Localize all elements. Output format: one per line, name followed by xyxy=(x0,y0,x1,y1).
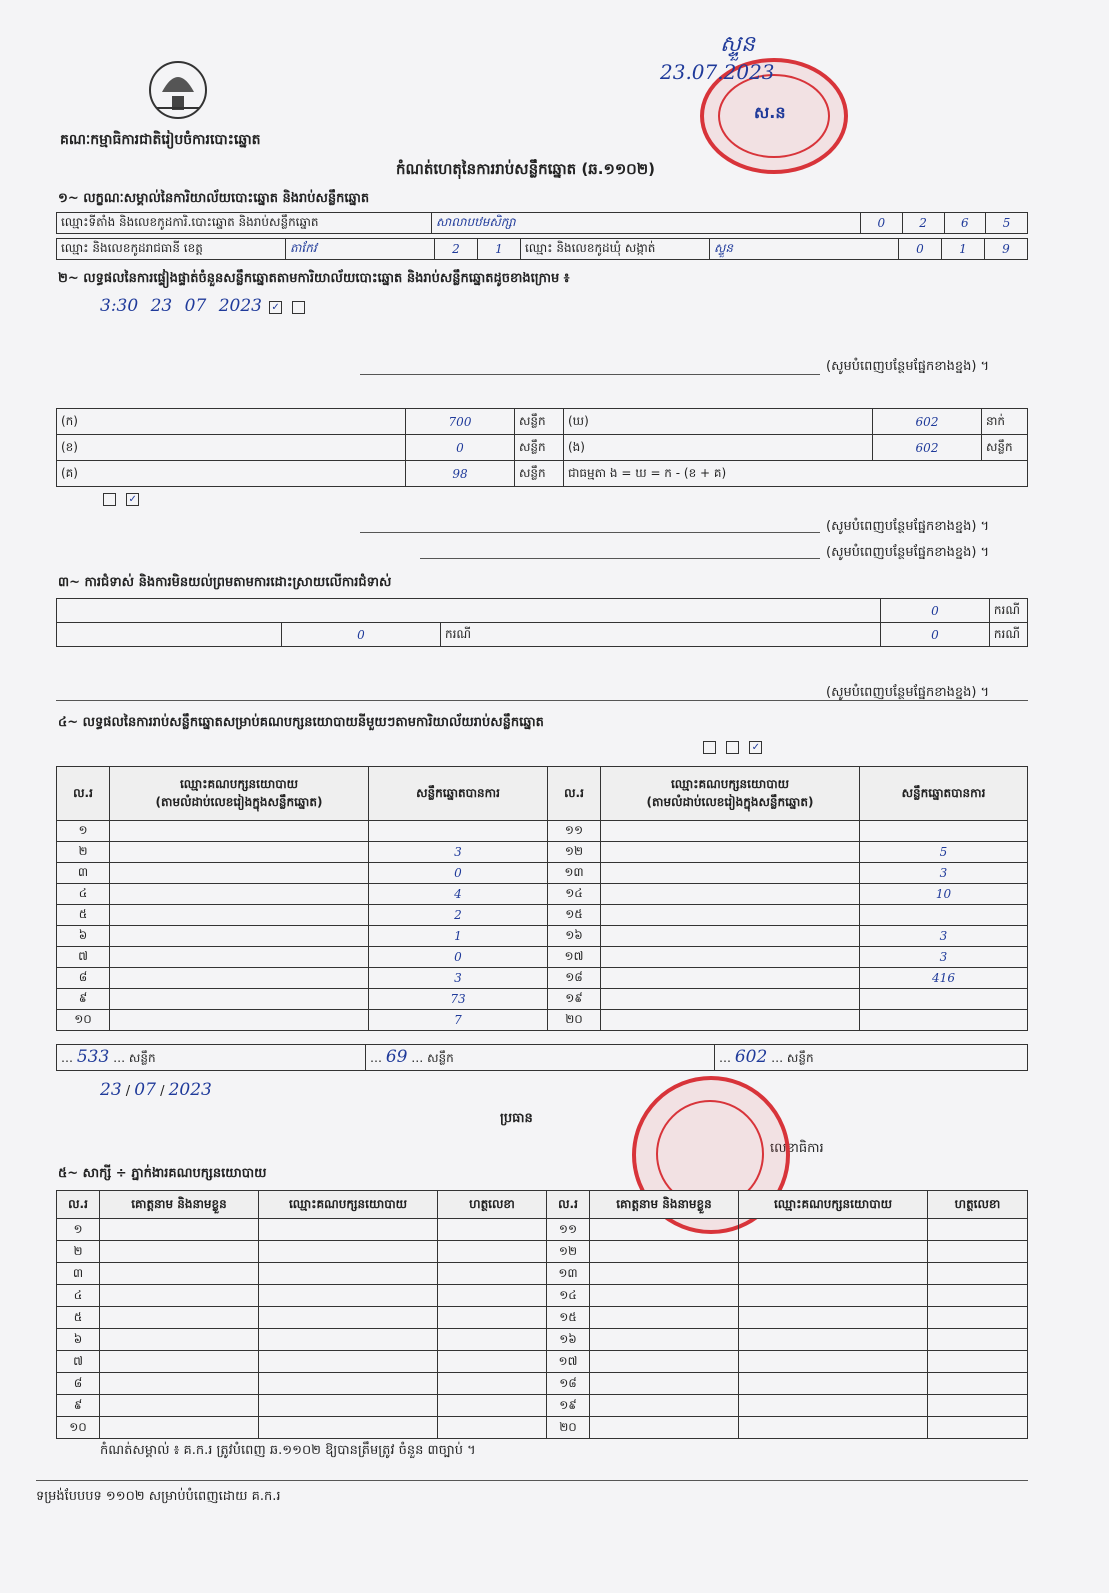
commune-code-3: 9 xyxy=(985,239,1028,260)
row-e-unit: សន្លឹក xyxy=(982,435,1028,461)
row-a-label: (ក) xyxy=(57,409,406,435)
section1-table-row2 xyxy=(56,238,1028,260)
witness-sign xyxy=(928,1219,1028,1241)
section1-table xyxy=(56,212,1028,234)
row-c-unit: សន្លឹក xyxy=(515,461,564,487)
row-b-unit: សន្លឹក xyxy=(515,435,564,461)
total-valid-cell: … 533 … សន្លឹក xyxy=(57,1045,366,1071)
stamp-text: ស.ន xyxy=(754,103,786,122)
party-no: ៦ xyxy=(57,926,110,947)
party-votes: 10 xyxy=(860,884,1028,905)
witness-no: ៨ xyxy=(57,1373,100,1395)
complaint-row2-right-value: 0 xyxy=(880,623,989,647)
party-name xyxy=(601,947,860,968)
witness-sign xyxy=(928,1263,1028,1285)
party-name xyxy=(110,863,369,884)
commune-value: ស្ទួន xyxy=(710,239,899,260)
party-row xyxy=(57,905,1028,926)
witness-sign xyxy=(438,1373,547,1395)
complaint-row1-unit: ករណី xyxy=(989,599,1027,623)
complaint-row2-left-unit: ករណី xyxy=(441,623,881,647)
witness-name xyxy=(590,1263,739,1285)
witness-party xyxy=(739,1263,928,1285)
checkbox-1[interactable] xyxy=(703,741,716,754)
location-code-2: 2 xyxy=(902,213,944,234)
total-in-box-cell: … 602 … សន្លឹក xyxy=(715,1045,1028,1071)
chair-label: ប្រធាន xyxy=(500,1111,533,1126)
party-votes: 2 xyxy=(369,905,548,926)
party-votes: 4 xyxy=(369,884,548,905)
footer-text: ទម្រង់បែបបទ ១១០២ សម្រាប់បំពេញដោយ គ.ក.រ xyxy=(36,1489,281,1504)
party-votes xyxy=(860,905,1028,926)
checkbox-same[interactable]: ✓ xyxy=(269,301,282,314)
col-no: ល.រ xyxy=(57,767,110,821)
totals-table xyxy=(56,1044,1028,1071)
note-suffix-2: (សូមបំពេញបន្ថែមផ្នែកខាងខ្នង) ។ xyxy=(826,519,990,534)
witness-party xyxy=(739,1307,928,1329)
witness-row xyxy=(57,1373,1028,1395)
col-party: ឈ្មោះគណបក្សនយោបាយ (តាមលំដាប់លេខរៀងក្នុងសន្លឹកឆ្នោត) xyxy=(110,767,369,821)
witness-sign xyxy=(928,1417,1028,1439)
total-valid: 533 xyxy=(76,1047,110,1067)
party-name xyxy=(110,1010,369,1031)
witness-name xyxy=(100,1373,259,1395)
witness-no: ៣ xyxy=(57,1263,100,1285)
party-name xyxy=(601,905,860,926)
witness-row xyxy=(57,1285,1028,1307)
witness-table xyxy=(56,1190,1028,1439)
section3-title: ៣~ ការជំទាស់ និងការមិនយល់ព្រមតាមការដោះស្រាយលើការជំទាស់ xyxy=(58,575,392,590)
verify-day: 23 xyxy=(150,296,173,316)
witness-sign xyxy=(928,1307,1028,1329)
party-no: ១៥ xyxy=(548,905,601,926)
witness-name xyxy=(100,1219,259,1241)
row-c-value: 98 xyxy=(406,461,515,487)
province-label: ឈ្មោះ និងលេខកូដរាជធានី ខេត្ត xyxy=(57,239,286,260)
party-row xyxy=(57,884,1028,905)
witness-party xyxy=(739,1351,928,1373)
witness-name xyxy=(590,1373,739,1395)
witness-party xyxy=(259,1219,438,1241)
footnote: កំណត់សម្គាល់ ៖ គ.ក.រ ត្រូវបំពេញ ឆ.១១០២ ឱ្យបានត្រឹមត្រូវ ចំនួន ៣ច្បាប់ ។ xyxy=(100,1443,476,1458)
verify-time-line xyxy=(100,296,308,316)
province-code-2: 1 xyxy=(478,239,521,260)
party-no: ១ xyxy=(57,821,110,842)
witness-party xyxy=(259,1307,438,1329)
witness-no: ១៧ xyxy=(547,1351,590,1373)
location-code-4: 5 xyxy=(986,213,1028,234)
checkbox-2[interactable] xyxy=(726,741,739,754)
witness-no: ២០ xyxy=(547,1417,590,1439)
witness-no: ១៩ xyxy=(547,1395,590,1417)
row-d-value: 602 xyxy=(873,409,982,435)
date-day: 23 xyxy=(100,1080,122,1100)
witness-party xyxy=(739,1285,928,1307)
witness-name xyxy=(590,1395,739,1417)
row-e-label: (ង) xyxy=(564,435,873,461)
witness-name xyxy=(100,1307,259,1329)
witness-name xyxy=(100,1241,259,1263)
section2-title: ២~ លទ្ធផលនៃការផ្ទៀងផ្ទាត់ចំនួនសន្លឹកឆ្នោតតាមការិយាល័យបោះឆ្នោត និងរាប់សន្លឹកឆ្នោតដូចខាងក្រោម ៖ xyxy=(58,271,570,286)
party-no: ១០ xyxy=(57,1010,110,1031)
checkbox-has[interactable] xyxy=(103,493,116,506)
party-row xyxy=(57,863,1028,884)
witness-row xyxy=(57,1307,1028,1329)
witness-name xyxy=(100,1329,259,1351)
section4-title: ៤~ លទ្ធផលនៃការរាប់សន្លឹកឆ្នោតសម្រាប់គណបក្សនយោបាយនីមួយៗតាមការិយាល័យរាប់សន្លឹកឆ្នោត xyxy=(58,715,544,730)
party-votes: 3 xyxy=(860,947,1028,968)
date-year: 2023 xyxy=(168,1080,212,1100)
party-name xyxy=(601,989,860,1010)
complaint-row2-right-unit: ករណី xyxy=(989,623,1027,647)
witness-sign xyxy=(928,1351,1028,1373)
complaint-row2-label xyxy=(57,623,282,647)
party-no: ១២ xyxy=(548,842,601,863)
w-col-no-r: ល.រ xyxy=(547,1191,590,1219)
witness-party xyxy=(739,1219,928,1241)
party-no: ១១ xyxy=(548,821,601,842)
party-no: ១៩ xyxy=(548,989,601,1010)
party-no: ១៧ xyxy=(548,947,601,968)
party-no: ៧ xyxy=(57,947,110,968)
witness-no: ១១ xyxy=(547,1219,590,1241)
note-suffix-1: (សូមបំពេញបន្ថែមផ្នែកខាងខ្នង) ។ xyxy=(826,359,990,374)
row-d-label: (ឃ) xyxy=(564,409,873,435)
commune-code-2: 1 xyxy=(942,239,985,260)
party-name xyxy=(110,884,369,905)
witness-sign xyxy=(928,1395,1028,1417)
party-votes xyxy=(860,989,1028,1010)
witness-row xyxy=(57,1351,1028,1373)
form-title: កំណត់ហេតុនៃការរាប់សន្លឹកឆ្នោត (ឆ.១១០២) xyxy=(396,160,656,178)
witness-party xyxy=(739,1417,928,1439)
party-name xyxy=(601,842,860,863)
party-votes: 3 xyxy=(369,968,548,989)
witness-party xyxy=(739,1241,928,1263)
checkbox-3[interactable]: ✓ xyxy=(749,741,762,754)
w-col-name: គោត្តនាម និងនាមខ្លួន xyxy=(100,1191,259,1219)
party-name xyxy=(601,884,860,905)
party-row xyxy=(57,947,1028,968)
match-line xyxy=(100,492,142,507)
witness-party xyxy=(739,1329,928,1351)
party-no: ២ xyxy=(57,842,110,863)
complaint-row2-left-value: 0 xyxy=(282,623,441,647)
commune-code-1: 0 xyxy=(899,239,942,260)
party-votes: 3 xyxy=(860,863,1028,884)
witness-name xyxy=(100,1351,259,1373)
witness-row xyxy=(57,1241,1028,1263)
witness-no: ២ xyxy=(57,1241,100,1263)
w-col-party-r: ឈ្មោះគណបក្សនយោបាយ xyxy=(739,1191,928,1219)
location-code-1: 0 xyxy=(861,213,903,234)
witness-sign xyxy=(928,1285,1028,1307)
witness-sign xyxy=(438,1241,547,1263)
witness-name xyxy=(590,1329,739,1351)
witness-party xyxy=(259,1373,438,1395)
row-e-value: 602 xyxy=(873,435,982,461)
party-row xyxy=(57,821,1028,842)
witness-sign xyxy=(438,1351,547,1373)
party-no: ៩ xyxy=(57,989,110,1010)
secretary-label: លេខាធិការ xyxy=(770,1141,824,1156)
province-code-1: 2 xyxy=(435,239,478,260)
col-votes: សន្លឹកឆ្នោតបានការ xyxy=(369,767,548,821)
witness-name xyxy=(590,1307,739,1329)
witness-no: ៦ xyxy=(57,1329,100,1351)
row-d-unit: នាក់ xyxy=(982,409,1028,435)
party-row xyxy=(57,926,1028,947)
party-name xyxy=(110,926,369,947)
witness-name xyxy=(100,1263,259,1285)
party-no: ១៦ xyxy=(548,926,601,947)
witness-sign xyxy=(928,1241,1028,1263)
witness-row xyxy=(57,1329,1028,1351)
w-col-name-r: គោត្តនាម និងនាមខ្លួន xyxy=(590,1191,739,1219)
witness-no: ១៨ xyxy=(547,1373,590,1395)
party-name xyxy=(601,926,860,947)
section3-table xyxy=(56,598,1028,647)
row-c-label: (គ) xyxy=(57,461,406,487)
witness-name xyxy=(590,1417,739,1439)
col-no-r: ល.រ xyxy=(548,767,601,821)
witness-party xyxy=(259,1417,438,1439)
verify-year: 2023 xyxy=(218,296,262,316)
party-votes xyxy=(860,821,1028,842)
witness-party xyxy=(259,1329,438,1351)
party-row xyxy=(57,842,1028,863)
row-a-value: 700 xyxy=(406,409,515,435)
witness-name xyxy=(590,1351,739,1373)
party-votes: 5 xyxy=(860,842,1028,863)
party-name xyxy=(110,905,369,926)
party-name xyxy=(601,821,860,842)
row-a-unit: សន្លឹក xyxy=(515,409,564,435)
party-name xyxy=(110,842,369,863)
party-name xyxy=(110,947,369,968)
date-line: 23 / 07 / 2023 xyxy=(100,1080,212,1100)
party-no: ៣ xyxy=(57,863,110,884)
party-list-checkboxes xyxy=(700,740,765,755)
witness-sign xyxy=(438,1395,547,1417)
witness-name xyxy=(590,1285,739,1307)
party-row xyxy=(57,1010,1028,1031)
formula: ជាធម្មតា ង = ឃ = ក - (ខ + គ) xyxy=(564,461,1028,487)
w-col-sign-r: ហត្ថលេខា xyxy=(928,1191,1028,1219)
party-name xyxy=(110,968,369,989)
province-value: តាកែវ xyxy=(286,239,435,260)
witness-name xyxy=(100,1285,259,1307)
witness-party xyxy=(259,1285,438,1307)
party-name xyxy=(601,968,860,989)
note-suffix-3: (សូមបំពេញបន្ថែមផ្នែកខាងខ្នង) ។ xyxy=(826,545,990,560)
total-invalid: 69 xyxy=(385,1047,408,1067)
party-votes: 1 xyxy=(369,926,548,947)
witness-name xyxy=(100,1395,259,1417)
party-no: ៤ xyxy=(57,884,110,905)
party-votes: 416 xyxy=(860,968,1028,989)
party-no: ២០ xyxy=(548,1010,601,1031)
verify-time: 3:30 xyxy=(100,296,139,316)
party-votes: 3 xyxy=(369,842,548,863)
party-name xyxy=(601,863,860,884)
date-month: 07 xyxy=(134,1080,156,1100)
party-votes: 0 xyxy=(369,863,548,884)
note-suffix-4: (សូមបំពេញបន្ថែមផ្នែកខាងខ្នង) ។ xyxy=(826,685,990,700)
handwritten-date-top: 23.07.2023 xyxy=(660,60,775,84)
party-votes xyxy=(860,1010,1028,1031)
witness-row xyxy=(57,1263,1028,1285)
org-name: គណៈកម្មាធិការជាតិរៀបចំការបោះឆ្នោត xyxy=(60,132,261,148)
party-votes xyxy=(369,821,548,842)
witness-no: ១២ xyxy=(547,1241,590,1263)
witness-sign xyxy=(438,1285,547,1307)
row-b-value: 0 xyxy=(406,435,515,461)
witness-name xyxy=(590,1241,739,1263)
witness-sign xyxy=(438,1219,547,1241)
witness-sign xyxy=(928,1373,1028,1395)
party-no: ១៨ xyxy=(548,968,601,989)
party-votes: 73 xyxy=(369,989,548,1010)
witness-sign xyxy=(438,1307,547,1329)
party-no: ១៤ xyxy=(548,884,601,905)
witness-row xyxy=(57,1219,1028,1241)
party-name xyxy=(601,1010,860,1031)
handwritten-commune-top: ស្ទួន xyxy=(720,32,755,57)
verify-month: 07 xyxy=(184,296,207,316)
national-emblem-icon xyxy=(142,52,214,124)
witness-no: ១ xyxy=(57,1219,100,1241)
witness-sign xyxy=(928,1329,1028,1351)
col-party-r: ឈ្មោះគណបក្សនយោបាយ (តាមលំដាប់លេខរៀងក្នុងសន្លឹកឆ្នោត) xyxy=(601,767,860,821)
party-votes: 7 xyxy=(369,1010,548,1031)
party-votes: 0 xyxy=(369,947,548,968)
checkbox-different[interactable] xyxy=(292,301,305,314)
witness-row xyxy=(57,1417,1028,1439)
witness-no: ៥ xyxy=(57,1307,100,1329)
witness-party xyxy=(259,1395,438,1417)
witness-name xyxy=(100,1417,259,1439)
party-votes: 3 xyxy=(860,926,1028,947)
witness-no: ១៣ xyxy=(547,1263,590,1285)
complaint-row1-label xyxy=(57,599,881,623)
location-code-3: 6 xyxy=(944,213,986,234)
witness-sign xyxy=(438,1329,547,1351)
w-col-party: ឈ្មោះគណបក្សនយោបាយ xyxy=(259,1191,438,1219)
witness-no: ៩ xyxy=(57,1395,100,1417)
w-col-sign: ហត្ថលេខា xyxy=(438,1191,547,1219)
party-name xyxy=(110,821,369,842)
witness-no: ១៦ xyxy=(547,1329,590,1351)
party-results-table xyxy=(56,766,1028,1031)
location-label: ឈ្មោះទីតាំង និងលេខកូដការិ.បោះឆ្នោត និងរាប់សន្លឹកឆ្នោត xyxy=(57,213,432,234)
witness-party xyxy=(259,1351,438,1373)
checkbox-none[interactable]: ✓ xyxy=(126,493,139,506)
witness-name xyxy=(590,1219,739,1241)
party-no: ៥ xyxy=(57,905,110,926)
total-in-box: 602 xyxy=(734,1047,768,1067)
commune-label: ឈ្មោះ និងលេខកូដឃុំ សង្កាត់ xyxy=(521,239,710,260)
witness-sign xyxy=(438,1417,547,1439)
complaint-row1-value: 0 xyxy=(880,599,989,623)
party-row xyxy=(57,989,1028,1010)
section2-table xyxy=(56,408,1028,487)
total-invalid-cell: … 69 … សន្លឹក xyxy=(366,1045,715,1071)
witness-no: ៧ xyxy=(57,1351,100,1373)
witness-party xyxy=(739,1395,928,1417)
witness-no: ១៥ xyxy=(547,1307,590,1329)
party-no: ៨ xyxy=(57,968,110,989)
witness-no: ៤ xyxy=(57,1285,100,1307)
party-row xyxy=(57,968,1028,989)
w-col-no: ល.រ xyxy=(57,1191,100,1219)
witness-party xyxy=(259,1263,438,1285)
section1-title: ១~ លក្ខណៈសម្គាល់នៃការិយាល័យបោះឆ្នោត និងរាប់សន្លឹកឆ្នោត xyxy=(58,191,370,206)
section5-title: ៥~ សាក្សី ÷ ភ្នាក់ងារគណបក្សនយោបាយ xyxy=(58,1166,267,1181)
party-no: ១៣ xyxy=(548,863,601,884)
witness-party xyxy=(739,1373,928,1395)
witness-party xyxy=(259,1241,438,1263)
col-votes-r: សន្លឹកឆ្នោតបានការ xyxy=(860,767,1028,821)
location-value: សាលាបឋមសិក្សា xyxy=(432,213,861,234)
witness-no: ១០ xyxy=(57,1417,100,1439)
witness-no: ១៤ xyxy=(547,1285,590,1307)
row-b-label: (ខ) xyxy=(57,435,406,461)
party-name xyxy=(110,989,369,1010)
witness-sign xyxy=(438,1263,547,1285)
witness-row xyxy=(57,1395,1028,1417)
